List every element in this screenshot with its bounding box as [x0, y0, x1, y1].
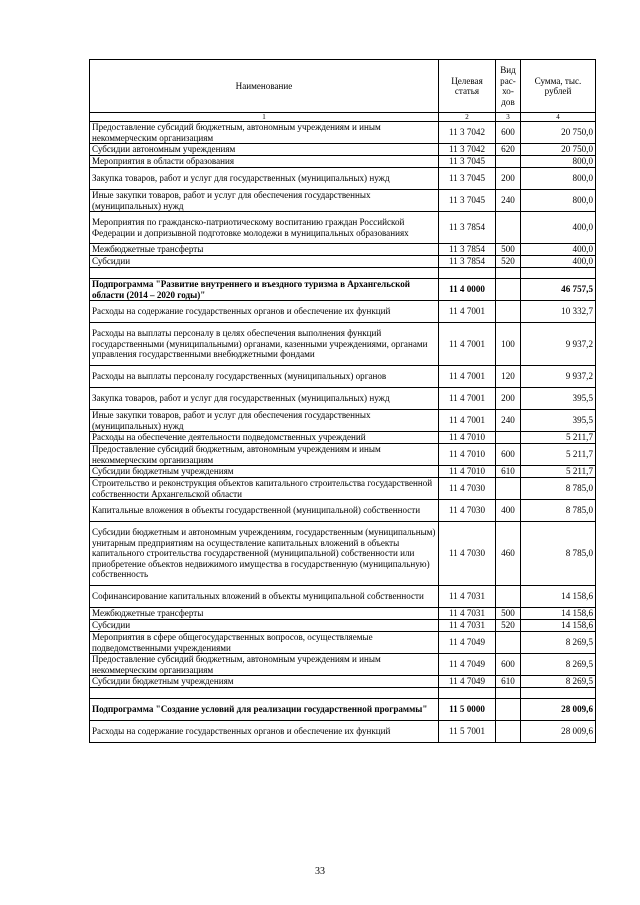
code-cell: 11 4 7031	[439, 620, 496, 632]
type-cell	[496, 699, 521, 721]
name-cell: Мероприятия в области образования	[90, 156, 439, 168]
code-cell: 11 4 7010	[439, 432, 496, 444]
header-code: Целевая статья	[439, 60, 496, 113]
sum-cell: 800,0	[521, 156, 596, 168]
code-cell: 11 4 7049	[439, 632, 496, 654]
table-row	[90, 190, 596, 212]
column-number: 4	[521, 113, 596, 122]
spacer-cell	[439, 688, 496, 699]
code-cell: 11 5 0000	[439, 699, 496, 721]
table-row	[90, 522, 596, 586]
code-cell: 11 3 7854	[439, 212, 496, 244]
sum-cell: 46 757,5	[521, 279, 596, 301]
sum-cell: 28 009,6	[521, 699, 596, 721]
name-cell: Межбюджетные трансферты	[90, 608, 439, 620]
table-header	[90, 60, 596, 122]
type-cell: 400	[496, 500, 521, 522]
sum-cell: 14 158,6	[521, 586, 596, 608]
type-cell	[496, 586, 521, 608]
type-cell	[496, 212, 521, 244]
type-cell: 120	[496, 366, 521, 388]
table-row	[90, 256, 596, 268]
name-cell: Софинансирование капитальных вложений в объекты муниципальной собственности	[90, 586, 439, 608]
header-row	[90, 60, 596, 113]
table-row	[90, 586, 596, 608]
code-cell: 11 4 7001	[439, 323, 496, 366]
code-cell: 11 4 7001	[439, 410, 496, 432]
sum-cell: 8 269,5	[521, 632, 596, 654]
table-row	[90, 676, 596, 688]
type-cell	[496, 156, 521, 168]
type-cell	[496, 279, 521, 301]
type-cell: 240	[496, 410, 521, 432]
type-cell: 200	[496, 388, 521, 410]
code-cell: 11 4 7031	[439, 608, 496, 620]
table-row	[90, 323, 596, 366]
name-cell: Субсидии бюджетным учреждениям	[90, 466, 439, 478]
name-cell: Иные закупки товаров, работ и услуг для обеспечения государственных (муниципальных) нужд	[90, 410, 439, 432]
table-row	[90, 721, 596, 743]
spacer-cell	[521, 688, 596, 699]
name-cell: Предоставление субсидий бюджетным, автономным учреждениям и иным некоммерческим организациям	[90, 444, 439, 466]
spacer-cell	[90, 268, 439, 279]
code-cell: 11 3 7045	[439, 156, 496, 168]
name-cell: Закупка товаров, работ и услуг для государственных (муниципальных) нужд	[90, 168, 439, 190]
type-cell: 200	[496, 168, 521, 190]
name-cell: Капитальные вложения в объекты государственной (муниципальной) собственности	[90, 500, 439, 522]
table-body	[90, 122, 596, 743]
sum-cell: 10 332,7	[521, 301, 596, 323]
sum-cell: 400,0	[521, 212, 596, 244]
code-cell: 11 3 7045	[439, 190, 496, 212]
subprogram-row	[90, 699, 596, 721]
type-cell: 600	[496, 444, 521, 466]
spacer-cell	[439, 268, 496, 279]
sum-cell: 800,0	[521, 190, 596, 212]
name-cell: Расходы на выплаты персоналу государственных (муниципальных) органов	[90, 366, 439, 388]
sum-cell: 14 158,6	[521, 620, 596, 632]
name-cell: Субсидии автономным учреждениям	[90, 144, 439, 156]
name-cell: Предоставление субсидий бюджетным, автономным учреждениям и иным некоммерческим организациям	[90, 654, 439, 676]
table-row	[90, 144, 596, 156]
sum-cell: 8 269,5	[521, 676, 596, 688]
code-cell: 11 5 7001	[439, 721, 496, 743]
name-cell: Закупка товаров, работ и услуг для государственных (муниципальных) нужд	[90, 388, 439, 410]
sum-cell: 395,5	[521, 388, 596, 410]
sum-cell: 395,5	[521, 410, 596, 432]
table-row	[90, 122, 596, 144]
table-row	[90, 301, 596, 323]
spacer-cell	[90, 688, 439, 699]
code-cell: 11 3 7854	[439, 256, 496, 268]
table-row	[90, 388, 596, 410]
code-cell: 11 4 7049	[439, 676, 496, 688]
table-row	[90, 466, 596, 478]
type-cell: 600	[496, 122, 521, 144]
page-number: 33	[315, 866, 325, 877]
sum-cell: 20 750,0	[521, 144, 596, 156]
code-cell: 11 4 7049	[439, 654, 496, 676]
name-cell: Подпрограмма "Создание условий для реализации государственной программы"	[90, 699, 439, 721]
sum-cell: 28 009,6	[521, 721, 596, 743]
sum-cell: 9 937,2	[521, 366, 596, 388]
name-cell: Подпрограмма "Развитие внутреннего и въездного туризма в Архангельской области (2014 – 2020 годы)"	[90, 279, 439, 301]
sum-cell: 400,0	[521, 244, 596, 256]
name-cell: Иные закупки товаров, работ и услуг для обеспечения государственных (муниципальных) нужд	[90, 190, 439, 212]
column-numbers-row	[90, 113, 596, 122]
table-row	[90, 620, 596, 632]
header-sum: Сумма, тыс. рублей	[521, 60, 596, 113]
table-row	[90, 608, 596, 620]
column-number: 2	[439, 113, 496, 122]
code-cell: 11 4 7001	[439, 366, 496, 388]
code-cell: 11 4 7030	[439, 500, 496, 522]
type-cell	[496, 301, 521, 323]
type-cell	[496, 721, 521, 743]
type-cell: 520	[496, 256, 521, 268]
code-cell: 11 4 7001	[439, 388, 496, 410]
subprogram-row	[90, 279, 596, 301]
spacer-cell	[496, 688, 521, 699]
table-row	[90, 478, 596, 500]
table-row	[90, 366, 596, 388]
code-cell: 11 3 7854	[439, 244, 496, 256]
type-cell: 610	[496, 676, 521, 688]
budget-table	[89, 59, 596, 743]
type-cell: 520	[496, 620, 521, 632]
sum-cell: 8 269,5	[521, 654, 596, 676]
code-cell: 11 3 7042	[439, 122, 496, 144]
table-row	[90, 632, 596, 654]
name-cell: Межбюджетные трансферты	[90, 244, 439, 256]
name-cell: Предоставление субсидий бюджетным, автономным учреждениям и иным некоммерческим организациям	[90, 122, 439, 144]
name-cell: Субсидии бюджетным и автономным учреждениям, государственным (муниципальным) унитарным предприятиям на осуществление капитальных вложений в объекты капитального строительства государственной (муниципальной) собственности или приобретение объектов недвижимого имущества в государственную (муниципальную) собственность	[90, 522, 439, 586]
sum-cell: 9 937,2	[521, 323, 596, 366]
name-cell: Субсидии	[90, 256, 439, 268]
code-cell: 11 3 7042	[439, 144, 496, 156]
table-row	[90, 156, 596, 168]
type-cell: 600	[496, 654, 521, 676]
sum-cell: 5 211,7	[521, 444, 596, 466]
type-cell	[496, 432, 521, 444]
code-cell: 11 4 0000	[439, 279, 496, 301]
table-row	[90, 212, 596, 244]
table-row	[90, 654, 596, 676]
spacer-cell	[521, 268, 596, 279]
code-cell: 11 4 7010	[439, 466, 496, 478]
type-cell: 100	[496, 323, 521, 366]
type-cell: 500	[496, 244, 521, 256]
header-name: Наименование	[90, 60, 439, 113]
type-cell: 620	[496, 144, 521, 156]
name-cell: Расходы на обеспечение деятельности подведомственных учреждений	[90, 432, 439, 444]
spacer-cell	[496, 268, 521, 279]
name-cell: Расходы на содержание государственных органов и обеспечение их функций	[90, 721, 439, 743]
sum-cell: 400,0	[521, 256, 596, 268]
type-cell	[496, 478, 521, 500]
code-cell: 11 4 7031	[439, 586, 496, 608]
sum-cell: 8 785,0	[521, 500, 596, 522]
table-row	[90, 410, 596, 432]
type-cell	[496, 632, 521, 654]
name-cell: Мероприятия по гражданско-патриотическому воспитанию граждан Российской Федерации и допризывной подготовке молодежи в муниципальных образованиях	[90, 212, 439, 244]
sum-cell: 8 785,0	[521, 522, 596, 586]
code-cell: 11 4 7030	[439, 478, 496, 500]
sum-cell: 800,0	[521, 168, 596, 190]
column-number: 1	[90, 113, 439, 122]
name-cell: Расходы на содержание государственных органов и обеспечение их функций	[90, 301, 439, 323]
table-row	[90, 432, 596, 444]
header-type: Вид рас-хо-дов	[496, 60, 521, 113]
sum-cell: 20 750,0	[521, 122, 596, 144]
name-cell: Субсидии	[90, 620, 439, 632]
sum-cell: 8 785,0	[521, 478, 596, 500]
table-row	[90, 500, 596, 522]
spacer-row	[90, 688, 596, 699]
name-cell: Расходы на выплаты персоналу в целях обеспечения выполнения функций государственными (муниципальными) органами, казенными учреждениями, органами управления государственными внебюджетными фондами	[90, 323, 439, 366]
spacer-row	[90, 268, 596, 279]
type-cell: 240	[496, 190, 521, 212]
code-cell: 11 3 7045	[439, 168, 496, 190]
sum-cell: 14 158,6	[521, 608, 596, 620]
column-number: 3	[496, 113, 521, 122]
sum-cell: 5 211,7	[521, 432, 596, 444]
type-cell: 610	[496, 466, 521, 478]
table-row	[90, 244, 596, 256]
type-cell: 460	[496, 522, 521, 586]
name-cell: Субсидии бюджетным учреждениям	[90, 676, 439, 688]
code-cell: 11 4 7001	[439, 301, 496, 323]
code-cell: 11 4 7010	[439, 444, 496, 466]
table-row	[90, 168, 596, 190]
name-cell: Мероприятия в сфере общегосударственных вопросов, осуществляемые подведомственными учреждениями	[90, 632, 439, 654]
code-cell: 11 4 7030	[439, 522, 496, 586]
name-cell: Строительство и реконструкция объектов капитального строительства государственной собственности Архангельской области	[90, 478, 439, 500]
type-cell: 500	[496, 608, 521, 620]
table-row	[90, 444, 596, 466]
sum-cell: 5 211,7	[521, 466, 596, 478]
